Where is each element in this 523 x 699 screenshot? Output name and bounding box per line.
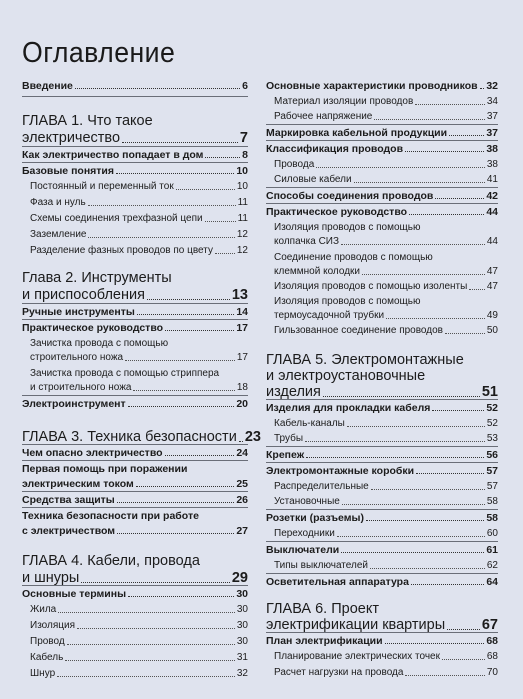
toc-entry[interactable]: Ручные инструменты 14	[22, 306, 248, 318]
toc-subentry[interactable]: Кабель-каналы 52	[274, 418, 498, 429]
divider	[266, 203, 498, 204]
toc-subentry[interactable]: Жила 30	[30, 604, 248, 615]
toc-entry[interactable]: Маркировка кабельной продукции 37	[266, 127, 498, 139]
divider	[22, 162, 248, 163]
toc-entry-line[interactable]: Техника безопасности при работе	[22, 510, 199, 522]
chapter-5-title[interactable]: ГЛАВА 5. Электромонтажные	[266, 352, 464, 368]
toc-entry[interactable]: Классификация проводов 38	[266, 143, 498, 155]
toc-subentry[interactable]: Постоянный и переменный ток 10	[30, 181, 248, 192]
toc-entry[interactable]: План электрификации 68	[266, 635, 498, 647]
toc-entry[interactable]: Основные термины 30	[22, 588, 248, 600]
toc-subentry[interactable]: Планирование электрических точек 68	[274, 651, 498, 662]
toc-subentry[interactable]: и строительного ножа 18	[30, 382, 248, 393]
toc-subentry[interactable]: Провод 30	[30, 636, 248, 647]
divider	[22, 444, 248, 445]
toc-subentry[interactable]: Типы выключателей 62	[274, 560, 498, 571]
chapter-5-entry[interactable]: изделия 51	[266, 384, 498, 400]
toc-subentry[interactable]: Изоляция проводов с помощью изоленты 47	[274, 281, 498, 292]
chapter-5-title-line2[interactable]: и электроустановочные	[266, 368, 426, 384]
divider	[22, 96, 248, 97]
divider	[266, 399, 498, 400]
toc-entry[interactable]: Способы соединения проводов 42	[266, 190, 498, 202]
toc-subentry[interactable]: Изоляция 30	[30, 620, 248, 631]
divider	[266, 573, 498, 574]
toc-entry[interactable]: Изделия для прокладки кабеля 52	[266, 402, 498, 414]
toc-entry[interactable]: Чем опасно электричество 24	[22, 447, 248, 459]
toc-entry[interactable]: Базовые понятия 10	[22, 165, 248, 177]
chapter-2-entry[interactable]: и приспособления 13	[22, 287, 248, 303]
toc-subentry[interactable]: Переходники 60	[274, 528, 498, 539]
toc-subentry[interactable]: Расчет нагрузки на провода 70	[274, 667, 498, 678]
toc-entry[interactable]: Электромонтажные коробки 57	[266, 465, 498, 477]
divider	[266, 462, 498, 463]
toc-subentry-line[interactable]: Зачистка провода с помощью стриппера	[30, 368, 220, 379]
divider	[22, 319, 248, 320]
toc-entry[interactable]: Практическое руководство 17	[22, 322, 248, 334]
divider	[266, 509, 498, 510]
toc-entry[interactable]: Крепеж 56	[266, 449, 498, 461]
toc-subentry-line[interactable]: Изоляция проводов с помощью	[274, 296, 421, 307]
divider	[266, 124, 498, 125]
chapter-2-title[interactable]: Глава 2. Инструменты	[22, 270, 172, 286]
toc-entry[interactable]: с электричеством 27	[22, 525, 248, 537]
toc-subentry[interactable]: Гильзованное соединение проводов 50	[274, 325, 498, 336]
chapter-1-title[interactable]: ГЛАВА 1. Что такое	[22, 113, 153, 129]
toc-subentry[interactable]: Силовые кабели 41	[274, 174, 498, 185]
toc-subentry[interactable]: Кабель 31	[30, 652, 248, 663]
toc-subentry-line[interactable]: Соединение проводов с помощью	[274, 252, 433, 263]
divider	[22, 460, 248, 461]
toc-subentry[interactable]: клеммной колодки 47	[274, 266, 498, 277]
toc-entry-intro[interactable]: Введение 6	[22, 80, 248, 92]
divider	[22, 491, 248, 492]
toc-subentry-line[interactable]: Изоляция проводов с помощью	[274, 222, 421, 233]
toc-subentry[interactable]: колпачка СИЗ 44	[274, 236, 498, 247]
toc-entry[interactable]: электрическим током 25	[22, 478, 248, 490]
divider	[266, 541, 498, 542]
divider	[266, 140, 498, 141]
chapter-4-title[interactable]: ГЛАВА 4. Кабели, провода	[22, 553, 200, 569]
chapter-6-entry[interactable]: электрификации квартиры 67	[266, 617, 498, 633]
chapter-4-entry[interactable]: и шнуры 29	[22, 570, 248, 586]
toc-entry[interactable]: Выключатели 61	[266, 544, 498, 556]
toc-subentry[interactable]: Провода 38	[274, 159, 498, 170]
toc-entry-line[interactable]: Первая помощь при поражении	[22, 463, 188, 475]
toc-entry[interactable]: Практическое руководство 44	[266, 206, 498, 218]
divider	[266, 632, 498, 633]
toc-subentry[interactable]: Материал изоляции проводов 34	[274, 96, 498, 107]
divider	[22, 146, 248, 147]
divider	[266, 187, 498, 188]
toc-subentry[interactable]: термоусадочной трубки 49	[274, 310, 498, 321]
toc-subentry[interactable]: Шнур 32	[30, 668, 248, 679]
toc-entry[interactable]: Осветительная аппаратура 64	[266, 576, 498, 588]
divider	[22, 303, 248, 304]
toc-subentry[interactable]: Заземление 12	[30, 229, 248, 240]
toc-entry[interactable]: Основные характеристики проводников 32	[266, 80, 498, 92]
toc-subentry[interactable]: Схемы соединения трехфазной цепи 11	[30, 213, 248, 224]
chapter-6-title[interactable]: ГЛАВА 6. Проект	[266, 601, 379, 617]
toc-entry[interactable]: Средства защиты 26	[22, 494, 248, 506]
toc-subentry[interactable]: Установочные 58	[274, 496, 498, 507]
toc-subentry[interactable]: Фаза и нуль 11	[30, 197, 248, 208]
page-title: Оглавление	[22, 37, 176, 69]
toc-entry[interactable]: Электроинструмент 20	[22, 398, 248, 410]
chapter-3-entry[interactable]: ГЛАВА 3. Техника безопасности 23	[22, 429, 261, 445]
toc-subentry[interactable]: Разделение фазных проводов по цвету 12	[30, 245, 248, 256]
toc-subentry-line[interactable]: Зачистка провода с помощью	[30, 338, 169, 349]
chapter-1-entry[interactable]: электричество 7	[22, 130, 248, 146]
toc-entry[interactable]: Розетки (разъемы) 58	[266, 512, 498, 524]
divider	[22, 395, 248, 396]
toc-subentry[interactable]: строительного ножа 17	[30, 352, 248, 363]
divider	[266, 446, 498, 447]
toc-entry[interactable]: Как электричество попадает в дом 8	[22, 149, 248, 161]
toc-subentry[interactable]: Рабочее напряжение 37	[274, 111, 498, 122]
divider	[22, 585, 248, 586]
toc-subentry[interactable]: Трубы 53	[274, 433, 498, 444]
toc-subentry[interactable]: Распределительные 57	[274, 481, 498, 492]
divider	[22, 507, 248, 508]
